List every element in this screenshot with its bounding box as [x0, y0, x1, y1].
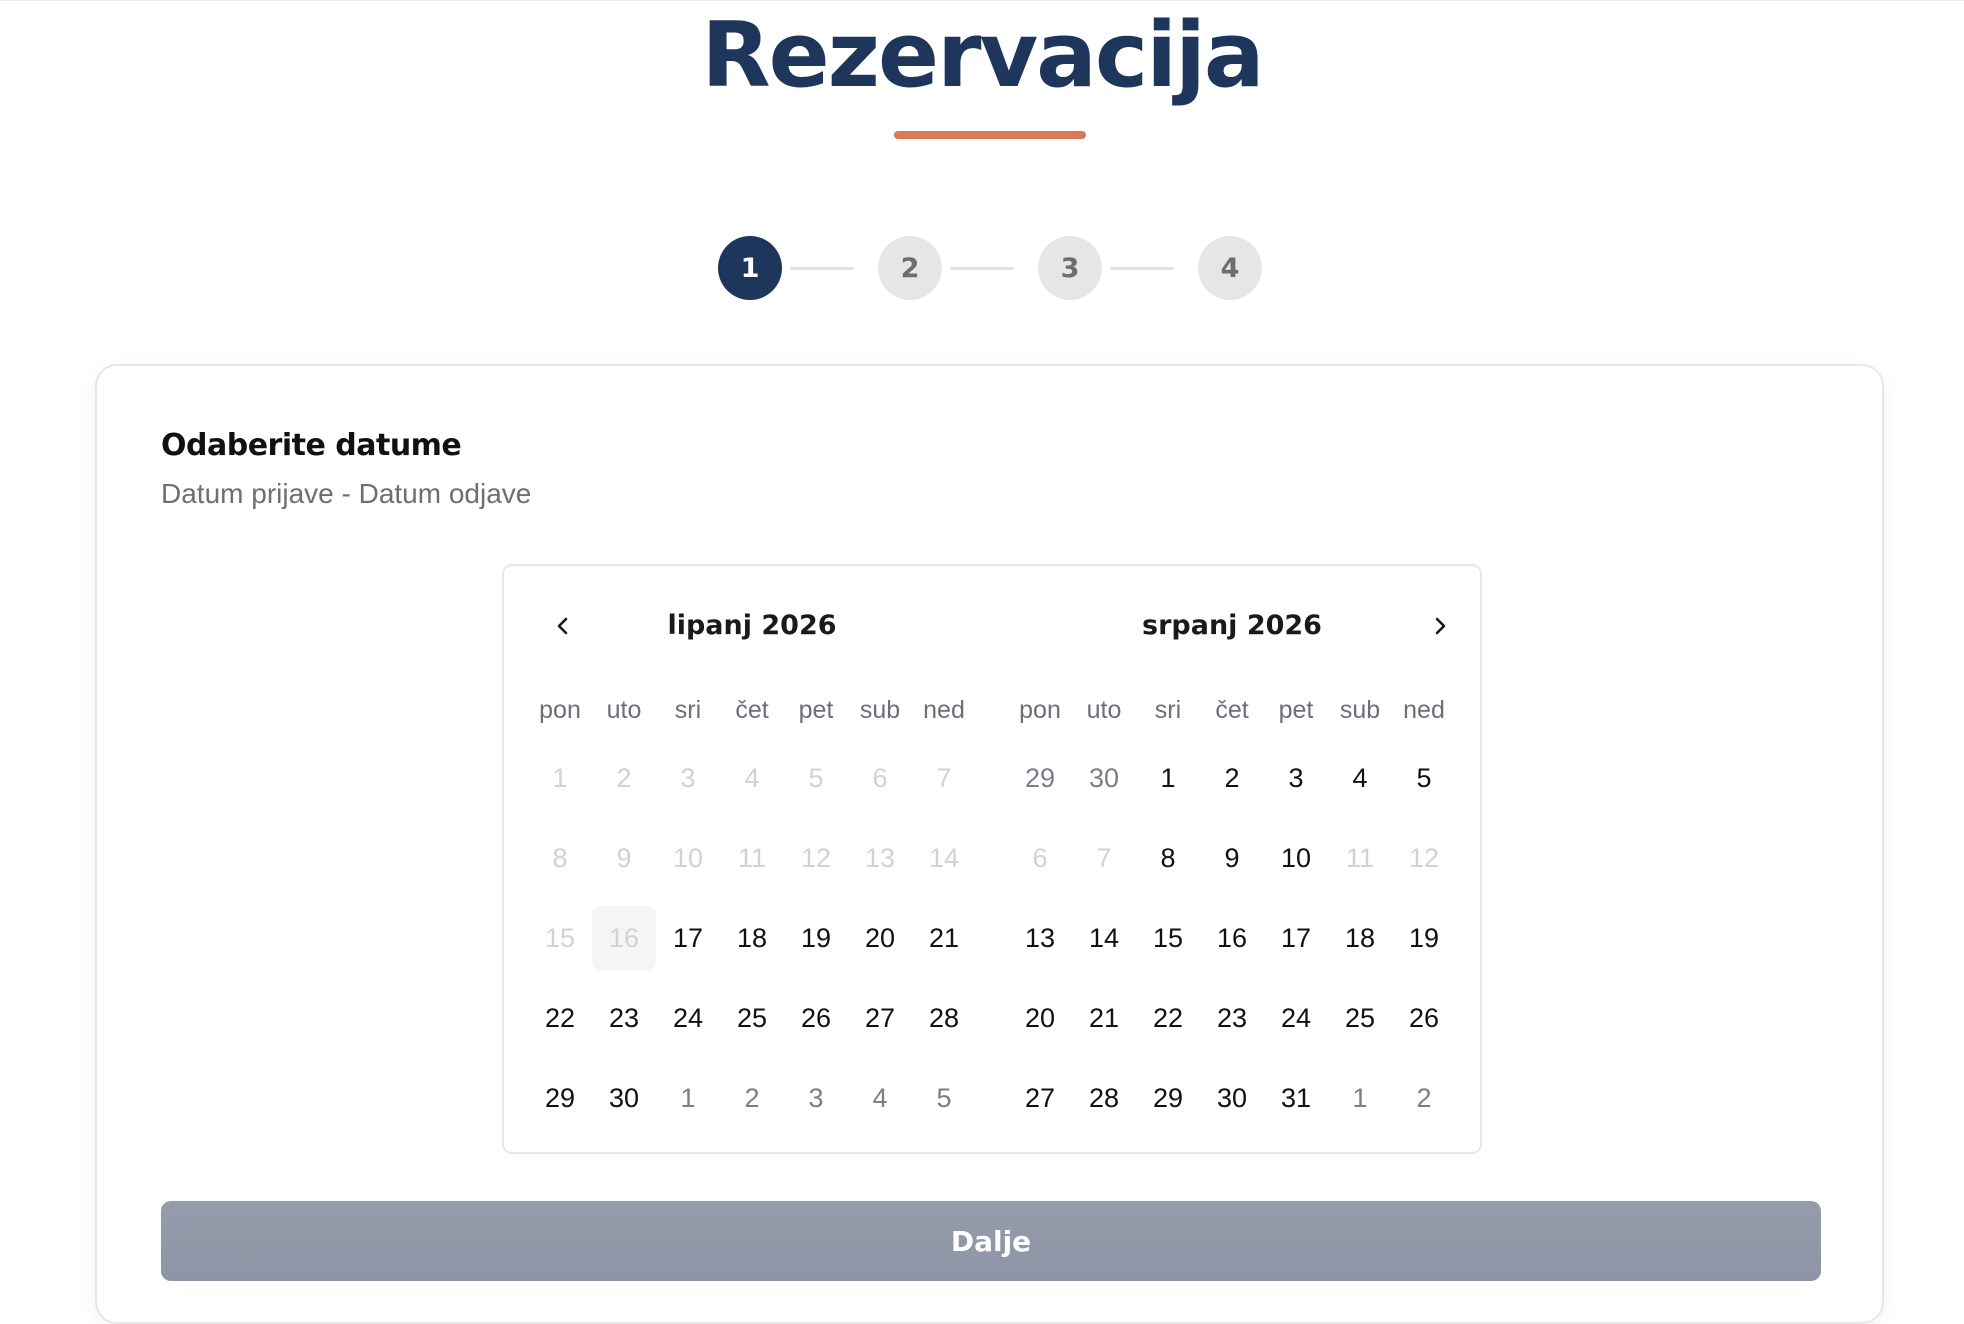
day-cell[interactable]: 25 — [736, 1002, 768, 1033]
day-cell[interactable]: 17 — [672, 922, 704, 953]
day-cell[interactable]: 21 — [1088, 1002, 1120, 1033]
day-cell: 6 — [872, 762, 888, 793]
day-cell: 12 — [1408, 842, 1440, 873]
day-cell: 7 — [1096, 842, 1112, 873]
day-cell: 7 — [936, 762, 952, 793]
day-cell[interactable]: 16 — [1216, 922, 1248, 953]
day-cell[interactable]: 1 — [1352, 1082, 1368, 1113]
day-cell[interactable]: 30 — [1088, 762, 1120, 793]
card-subheading: Datum prijave - Datum odjave — [161, 478, 532, 509]
day-cell: 3 — [680, 762, 696, 793]
weekday-label: pet — [1278, 696, 1314, 724]
day-cell[interactable]: 4 — [872, 1082, 888, 1113]
day-cell[interactable]: 31 — [1280, 1082, 1312, 1113]
day-cell[interactable]: 5 — [1416, 762, 1432, 793]
day-cell[interactable]: 26 — [1408, 1002, 1440, 1033]
step-connector — [950, 267, 1014, 270]
day-cell[interactable]: 1 — [680, 1082, 696, 1113]
day-cell[interactable]: 30 — [1216, 1082, 1248, 1113]
weekday-label: uto — [1086, 696, 1122, 724]
day-cell[interactable]: 13 — [1024, 922, 1056, 953]
day-cell[interactable]: 4 — [1352, 762, 1368, 793]
day-cell[interactable]: 1 — [1160, 762, 1176, 793]
weekday-label: pon — [539, 696, 581, 724]
weekday-header — [528, 688, 976, 732]
day-cell: 11 — [737, 842, 767, 873]
day-cell[interactable]: 19 — [1408, 922, 1440, 953]
day-cell: 12 — [800, 842, 832, 873]
weekday-label: sub — [859, 696, 901, 724]
card-heading: Odaberite datume — [161, 428, 462, 463]
day-cell: 15 — [544, 922, 576, 953]
step-3: 3 — [1038, 236, 1102, 300]
day-cell[interactable]: 30 — [608, 1082, 640, 1113]
step-4: 4 — [1198, 236, 1262, 300]
weekday-label: pet — [798, 696, 834, 724]
step-connector — [790, 267, 854, 270]
day-cell: 4 — [744, 762, 760, 793]
day-cell[interactable]: 26 — [800, 1002, 832, 1033]
day-cell[interactable]: 23 — [1216, 1002, 1248, 1033]
day-cell: 13 — [864, 842, 896, 873]
day-cell[interactable]: 21 — [928, 922, 960, 953]
day-cell[interactable]: 28 — [1088, 1082, 1120, 1113]
month-title: lipanj 2026 — [667, 610, 837, 641]
day-cell[interactable]: 14 — [1088, 922, 1120, 953]
day-cell[interactable]: 3 — [1288, 762, 1304, 793]
day-cell[interactable]: 22 — [1152, 1002, 1184, 1033]
day-cell[interactable]: 9 — [1224, 842, 1240, 873]
day-cell: 10 — [672, 842, 704, 873]
day-cell[interactable]: 27 — [864, 1002, 896, 1033]
date-range-calendar — [502, 564, 1482, 1154]
step-connector — [1110, 267, 1174, 270]
day-cell[interactable]: 2 — [1416, 1082, 1432, 1113]
booking-card — [95, 364, 1884, 1324]
day-cell: 9 — [616, 842, 632, 873]
page-title: Rezervacija — [701, 3, 1263, 108]
month-june — [528, 566, 976, 1156]
day-cell[interactable]: 10 — [1280, 842, 1312, 873]
day-grid — [528, 738, 976, 1138]
day-cell[interactable]: 18 — [736, 922, 768, 953]
weekday-label: uto — [606, 696, 642, 724]
day-cell[interactable]: 17 — [1280, 922, 1312, 953]
day-cell[interactable]: 20 — [1024, 1002, 1056, 1033]
weekday-label: pon — [1019, 696, 1061, 724]
day-cell: 16 — [592, 906, 656, 970]
day-cell: 11 — [1345, 842, 1375, 873]
day-cell[interactable]: 24 — [672, 1002, 704, 1033]
day-cell[interactable]: 20 — [864, 922, 896, 953]
day-cell: 8 — [552, 842, 568, 873]
weekday-label: ned — [923, 696, 965, 724]
weekday-label: sri — [674, 696, 702, 724]
weekday-label: čet — [1215, 696, 1249, 724]
day-cell: 5 — [808, 762, 824, 793]
day-cell[interactable]: 5 — [936, 1082, 952, 1113]
month-july — [1008, 566, 1456, 1156]
month-title: srpanj 2026 — [1142, 610, 1322, 641]
day-grid — [1008, 738, 1456, 1138]
day-cell: 14 — [928, 842, 960, 873]
weekday-label: ned — [1403, 696, 1445, 724]
day-cell[interactable]: 2 — [744, 1082, 760, 1113]
day-cell[interactable]: 27 — [1024, 1082, 1056, 1113]
weekday-label: čet — [735, 696, 769, 724]
day-cell[interactable]: 15 — [1152, 922, 1184, 953]
day-cell: 1 — [552, 762, 568, 793]
day-cell[interactable]: 2 — [1224, 762, 1240, 793]
day-cell: 2 — [616, 762, 632, 793]
weekday-label: sub — [1339, 696, 1381, 724]
day-cell[interactable]: 28 — [928, 1002, 960, 1033]
step-1: 1 — [718, 236, 782, 300]
step-2: 2 — [878, 236, 942, 300]
day-cell[interactable]: 29 — [544, 1082, 576, 1113]
stepper — [718, 236, 1262, 300]
title-underline — [894, 131, 1086, 139]
day-cell[interactable]: 29 — [1152, 1082, 1184, 1113]
next-button[interactable]: Dalje — [161, 1201, 1821, 1281]
weekday-label: sri — [1154, 696, 1182, 724]
day-cell: 6 — [1032, 842, 1048, 873]
day-cell[interactable]: 8 — [1160, 842, 1176, 873]
day-cell[interactable]: 23 — [608, 1002, 640, 1033]
day-cell[interactable]: 18 — [1344, 922, 1376, 953]
day-cell[interactable]: 19 — [800, 922, 832, 953]
weekday-header — [1008, 688, 1456, 732]
day-cell[interactable]: 24 — [1280, 1002, 1312, 1033]
day-cell[interactable]: 29 — [1024, 762, 1056, 793]
day-cell[interactable]: 25 — [1344, 1002, 1376, 1033]
day-cell[interactable]: 22 — [544, 1002, 576, 1033]
day-cell[interactable]: 3 — [808, 1082, 824, 1113]
